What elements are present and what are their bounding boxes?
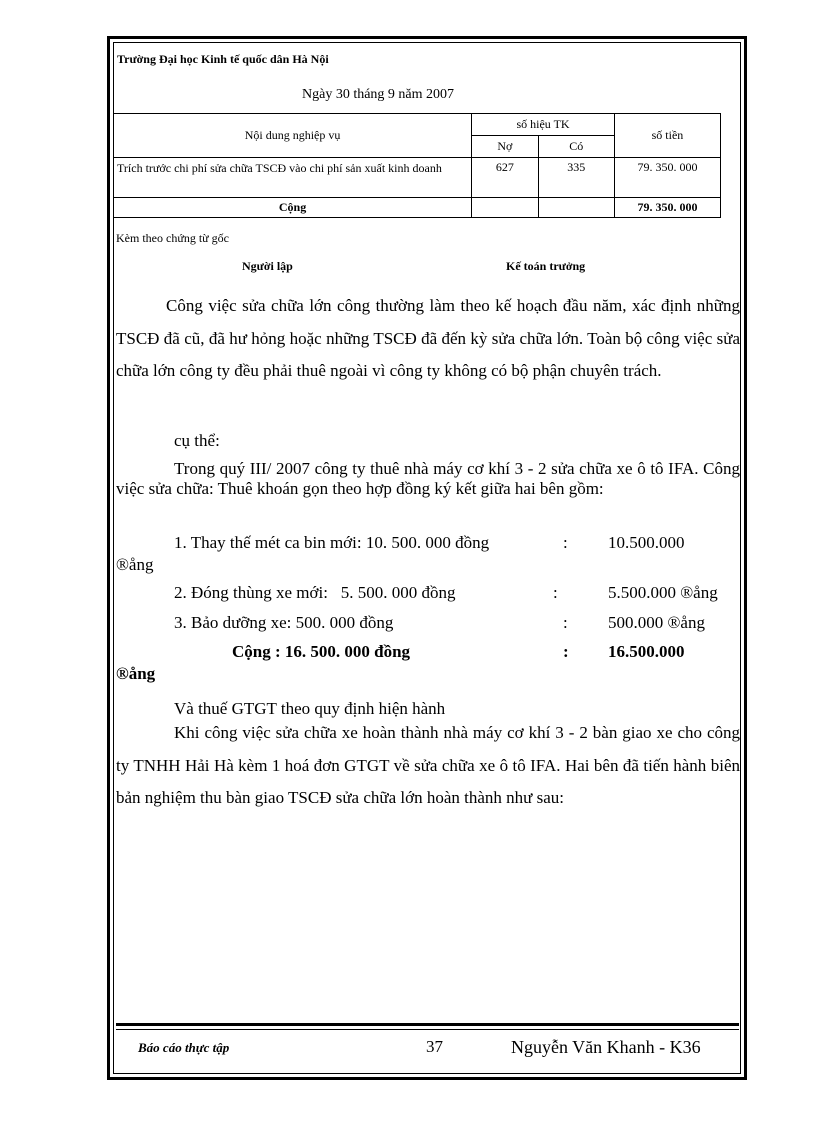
header-description: Nội dung nghiệp vụ [114, 114, 472, 158]
signature-chief-accountant: Kế toán trưởng [506, 259, 586, 273]
signature-preparer: Người lập [242, 259, 293, 273]
voucher-date: Ngày 30 tháng 9 năm 2007 [302, 87, 455, 102]
voucher-table [113, 113, 721, 218]
paragraph-specifics: cụ thể: [174, 431, 220, 450]
sum-unit: ®ång [116, 664, 156, 683]
item-1-colon: : [563, 533, 568, 552]
paragraph-vat: Và thuế GTGT theo quy định hiện hành [174, 699, 446, 718]
total-debit-empty [472, 198, 538, 218]
item-1-label: 1. Thay thế mét ca bin mới: 10. 500. 000 đồng [174, 533, 490, 552]
item-2-colon: : [553, 583, 558, 602]
paragraph-overview: Công việc sửa chữa lớn công thường làm theo kế hoạch đầu năm, xác định những TSCĐ đã cũ, đã hư hỏng hoặc những TSCĐ đã đến kỳ sửa chữa lớn. Toàn bộ công việc sửa chữa lớn công ty đều phải thuê ngoài vì công ty không có bộ phận chuyên trách. [116, 296, 740, 380]
row-amount: 79. 350. 000 [614, 158, 720, 198]
footer-rule-thin [116, 1029, 739, 1030]
total-credit-empty [538, 198, 614, 218]
paragraph-contract: Trong quý III/ 2007 công ty thuê nhà máy cơ khí 3 - 2 sửa chữa xe ô tô IFA. Công việc sửa chữa: Thuê khoán gọn theo hợp đồng ký kết giữa hai bên gồm: [116, 459, 740, 498]
header-account-number: số hiệu TK [472, 114, 615, 136]
footer-author: Nguyễn Văn Khanh - K36 [511, 1037, 701, 1057]
sum-colon: : [563, 642, 569, 661]
total-amount: 79. 350. 000 [614, 198, 720, 218]
footer-rule-thick [116, 1023, 739, 1026]
item-2-amount: 5.500.000 ®ång [608, 583, 718, 602]
total-label: Cộng [114, 198, 472, 218]
item-1-amount: 10.500.000 [608, 533, 685, 552]
item-3-amount: 500.000 ®ång [608, 613, 705, 632]
attached-documents-note: Kèm theo chứng từ gốc [116, 231, 229, 245]
footer-report-title: Báo cáo thực tập [138, 1040, 230, 1055]
row-credit: 335 [538, 158, 614, 198]
item-3-colon: : [563, 613, 568, 632]
paragraph-handover: Khi công việc sửa chữa xe hoàn thành nhà máy cơ khí 3 - 2 bàn giao xe cho công ty TNHH Hải Hà kèm 1 hoá đơn GTGT về sửa chữa xe ô tô IFA. Hai bên đã tiến hành biên bản nghiệm thu bàn giao TSCĐ sửa chữa lớn hoàn thành như sau: [116, 723, 740, 807]
sum-amount: 16.500.000 [608, 642, 685, 661]
row-debit: 627 [472, 158, 538, 198]
row-description: Trích trước chi phí sửa chữa TSCĐ vào chi phí sản xuất kinh doanh [114, 158, 472, 198]
sum-label: Cộng : 16. 500. 000 đồng [232, 642, 411, 661]
item-3-label: 3. Bảo dưỡng xe: 500. 000 đồng [174, 613, 394, 632]
header-debit: Nợ [472, 136, 538, 158]
item-2-label: 2. Đóng thùng xe mới: 5. 500. 000 đồng [174, 583, 456, 602]
footer-page-number: 37 [426, 1037, 443, 1056]
header-amount: số tiền [614, 114, 720, 158]
header-credit: Có [538, 136, 614, 158]
item-1-unit: ®ång [116, 555, 154, 574]
school-name: Trường Đại học Kinh tế quốc dân Hà Nội [117, 52, 329, 66]
